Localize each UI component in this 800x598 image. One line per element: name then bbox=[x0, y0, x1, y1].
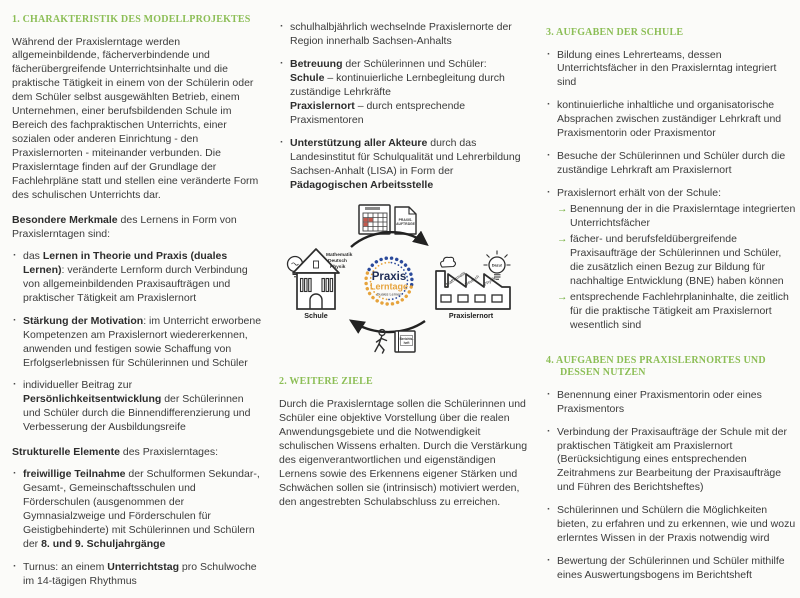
bulb-label: Dazu! bbox=[491, 263, 503, 269]
arrow-list-item bbox=[557, 233, 796, 289]
bullet-icon bbox=[280, 57, 284, 71]
logo-title: Praxis bbox=[371, 271, 407, 284]
svg-text:Deutsch: Deutsch bbox=[328, 259, 347, 265]
list-item-text: Unterstützung aller Akteure durch das Landesinstitut für Schulqualität und Lehrerbildung Sachsen-Anhalt (LISA) in Form der Pädagogischen Arbeitsstelle bbox=[290, 136, 521, 191]
list-item bbox=[12, 561, 262, 589]
smoke-icon bbox=[441, 258, 456, 268]
middle-list bbox=[279, 21, 529, 192]
arrow-list-item bbox=[557, 291, 796, 333]
list-item-text: freiwillige Teilnahme der Schulformen Sekundar-, Gesamt-, Gemeinschaftsschulen und Förderschulen (ausgenommen der Gymnasialzweige und Förderschulen für Geistigbehinderte) mit Schülerinnen und Schülern der 8. und 9. Schuljahrgänge bbox=[23, 468, 260, 550]
merkmale-list bbox=[12, 250, 262, 435]
calendar-icon bbox=[359, 205, 390, 234]
praxisauftraege-doc-icon bbox=[395, 207, 416, 234]
school-icon bbox=[288, 249, 353, 320]
book-label: Berichts-heft bbox=[399, 337, 414, 346]
school-label: Schule bbox=[304, 311, 328, 321]
praxislerntage-cycle-diagram bbox=[279, 201, 529, 368]
list-item bbox=[546, 49, 796, 91]
logo-tagline: Duales Lernen bbox=[376, 292, 402, 297]
list-item bbox=[546, 187, 796, 333]
doc-label: PRAXIS-AUFTRÄGE bbox=[396, 218, 415, 227]
arrow-item-text: fächer- und berufsfeldübergreifende Praxisaufträge der Schülerinnen und Schüler, die zusätzlich einen Bezug zur Bildung für nachhaltige Entwicklung (BNE) haben können bbox=[570, 232, 784, 287]
section-heading-1: 1. CHARAKTERISTIK DES MODELLPROJEKTES bbox=[12, 14, 251, 25]
list-item-text: Turnus: an einem Unterrichtstag pro Schulwoche im 14-tägigen Rhythmus bbox=[23, 560, 257, 587]
bullet-icon bbox=[13, 560, 17, 574]
praxislernort-label: Praxislernort bbox=[448, 311, 494, 321]
list-item-text: Bildung eines Lehrerteams, dessen Unterrichtsfächer in den Praxislerntag integriert sind bbox=[557, 48, 777, 89]
list-item bbox=[546, 389, 796, 417]
bullet-icon bbox=[547, 186, 551, 200]
bullet-icon bbox=[547, 98, 551, 112]
bullet-icon bbox=[547, 503, 551, 517]
svg-text:Mathematik: Mathematik bbox=[326, 253, 353, 259]
bullet-icon bbox=[547, 554, 551, 568]
list-item-text: Besuche der Schülerinnen und Schüler durch die zuständige Lehrkraft am Praxislernort bbox=[557, 150, 786, 177]
bullet-icon bbox=[13, 314, 17, 328]
column-middle bbox=[279, 14, 529, 598]
praxislerntage-logo bbox=[366, 259, 412, 305]
schule-liefert-list bbox=[557, 203, 796, 333]
berichtsheft-icon bbox=[395, 331, 415, 352]
intro-paragraph: Während der Praxislerntage werden allgemeinbildende, fächerverbindende und fächerübergreifende Unterrichtsinhalte und die praktische Tätigkeit in einem von der Schülerin oder dem Schüler selbst ausgewählten Betrieb, einem Unternehmen, einer berufsbildenden Schule im Bereich des fachpraktischen Unterrichts, einer sozialen oder anderen Einrichtung - den Praxislernorten - miteinander verbunden. Die Praxislerntage finden auf der Grundlage der Fachlehrpläne statt und stellen eine veränderte Form des schulischen Unterrichts dar. bbox=[12, 35, 259, 201]
list-item-text: das Lernen in Theorie und Praxis (duales Lernen): veränderte Lernform durch Verbindung von allgemeinbildenden Praxisaufträgen und praktischer Tätigkeit am Praxislernort bbox=[23, 249, 248, 304]
list-item-text: Betreuung der Schülerinnen und Schüler: Schule – kontinuierliche Lernbegleitung durch zuständige Lehrkräfte Praxislernort – durch entsprechende Praxismentoren bbox=[290, 57, 505, 126]
list-item-text: Bewertung der Schülerinnen und Schüler mithilfe eines Auswertungsbogens im Berichtsheft bbox=[557, 555, 785, 582]
merkmale-lead: Besondere Merkmale des Lernens in Form von Praxislerntagen sind: bbox=[12, 213, 237, 240]
arrow-right-icon bbox=[557, 233, 568, 247]
list-item bbox=[279, 21, 529, 49]
bullet-icon bbox=[13, 467, 17, 481]
list-item-text: schulhalbjährlich wechselnde Praxislernorte der Region innerhalb Sachsen-Anhalts bbox=[290, 21, 512, 47]
section-heading-3: 3. AUFGABEN DER SCHULE bbox=[546, 27, 684, 38]
aufgaben-praxislernort-list bbox=[546, 389, 796, 583]
bullet-icon bbox=[547, 149, 551, 163]
logo-subtitle: Lerntage bbox=[369, 281, 409, 292]
bullet-icon bbox=[547, 48, 551, 62]
idea-bulb-icon bbox=[484, 251, 511, 280]
column-charakteristik bbox=[12, 14, 262, 598]
bullet-icon bbox=[13, 249, 17, 263]
struktur-list bbox=[12, 468, 262, 589]
list-item bbox=[546, 504, 796, 546]
section-heading-4: 4. AUFGABEN DES PRAXISLERNORTES UND DESSEN NUTZEN bbox=[546, 354, 766, 379]
svg-text:Physik: Physik bbox=[330, 265, 346, 271]
list-item-text: Benennung einer Praxismentorin oder eines Praxismentors bbox=[557, 388, 762, 415]
list-item bbox=[279, 137, 529, 193]
bullet-icon bbox=[547, 388, 551, 402]
list-item bbox=[12, 250, 262, 306]
bullet-icon bbox=[13, 378, 17, 392]
list-item-text: Praxislernort erhält von der Schule: bbox=[557, 187, 721, 200]
ziele-paragraph: Durch die Praxislerntage sollen die Schülerinnen und Schüler eine objektive Vorstellung über die realen Anwendungsgebiete und die Notwendigkeit schulischen Wissens erhalten. Durch die Verstärkung des eigenverantwortlichen und eigenständigen Lernens sowie des Erkennens eigener Stärken und Schwächen sollen sie (intrinsisch) motiviert werden, den angestrebten Schulabschluss zu erreichen. bbox=[279, 397, 528, 508]
arrow-right-icon bbox=[557, 291, 568, 305]
arrow-item-text: entsprechende Fachlehrplaninhalte, die zeitlich für die praktische Tätigkeit am Praxislernort wesentlich sind bbox=[570, 290, 789, 331]
column-aufgaben bbox=[546, 14, 796, 598]
list-item-text: Schülerinnen und Schülern die Möglichkeiten bieten, zu erfahren und zu erkennen, wie und wozu erlerntes Wissen in der Praxis notwendig wird bbox=[557, 504, 796, 545]
school-subjects-labels bbox=[326, 252, 353, 270]
section-heading-2: 2. WEITERE ZIELE bbox=[279, 376, 373, 388]
list-item bbox=[546, 426, 796, 496]
arrow-right-icon bbox=[557, 203, 568, 217]
arrow-item-text: Benennung der in die Praxislerntage integrierten Unterrichtsfächer bbox=[570, 203, 796, 230]
list-item-text: Verbindung der Praxisaufträge der Schule mit der praktischen Tätigkeit am Praxislernort (Berücksichtigung eines entsprechenden Zeitrahmens zur Bearbeitung der Praxisaufträge und Führen des Berichtsheftes) bbox=[557, 425, 787, 494]
aufgaben-schule-list bbox=[546, 49, 796, 333]
struktur-lead: Strukturelle Elemente des Praxislerntages: bbox=[12, 446, 219, 459]
list-item-text: Stärkung der Motivation: im Unterricht erworbene Kompetenzen am Praxislernort wiedererkennen, anwenden und festigen sowie Schaffung von Erfolgserlebnissen für Schülerinnen und Schüler bbox=[23, 314, 262, 369]
svg-text:Mathematik: Mathematik bbox=[444, 270, 467, 288]
student-icon bbox=[375, 330, 387, 354]
bullet-icon bbox=[280, 20, 284, 34]
list-item bbox=[546, 99, 796, 141]
list-item bbox=[12, 379, 262, 435]
list-item-text: individueller Beitrag zur Persönlichkeitsentwicklung der Schülerinnen und Schüler durch die Binnendifferenzierung und Verbesserung der Ausbildungsreife bbox=[23, 379, 251, 434]
factory-icon bbox=[436, 251, 511, 321]
list-item bbox=[279, 58, 529, 128]
svg-text:Deutsch: Deutsch bbox=[463, 274, 481, 288]
list-item bbox=[546, 555, 796, 583]
list-item bbox=[12, 468, 262, 552]
list-item bbox=[546, 150, 796, 178]
list-item bbox=[12, 315, 262, 371]
bullet-icon bbox=[547, 425, 551, 439]
arrow-list-item bbox=[557, 203, 796, 231]
svg-text:Physik: Physik bbox=[482, 276, 497, 288]
bullet-icon bbox=[280, 136, 284, 150]
cycle-diagram-svg bbox=[279, 201, 532, 363]
list-item-text: kontinuierliche inhaltliche und organisatorische Absprachen zwischen zuständiger Lehrkraft und Praxismentorin oder Praxismentor bbox=[557, 99, 782, 140]
